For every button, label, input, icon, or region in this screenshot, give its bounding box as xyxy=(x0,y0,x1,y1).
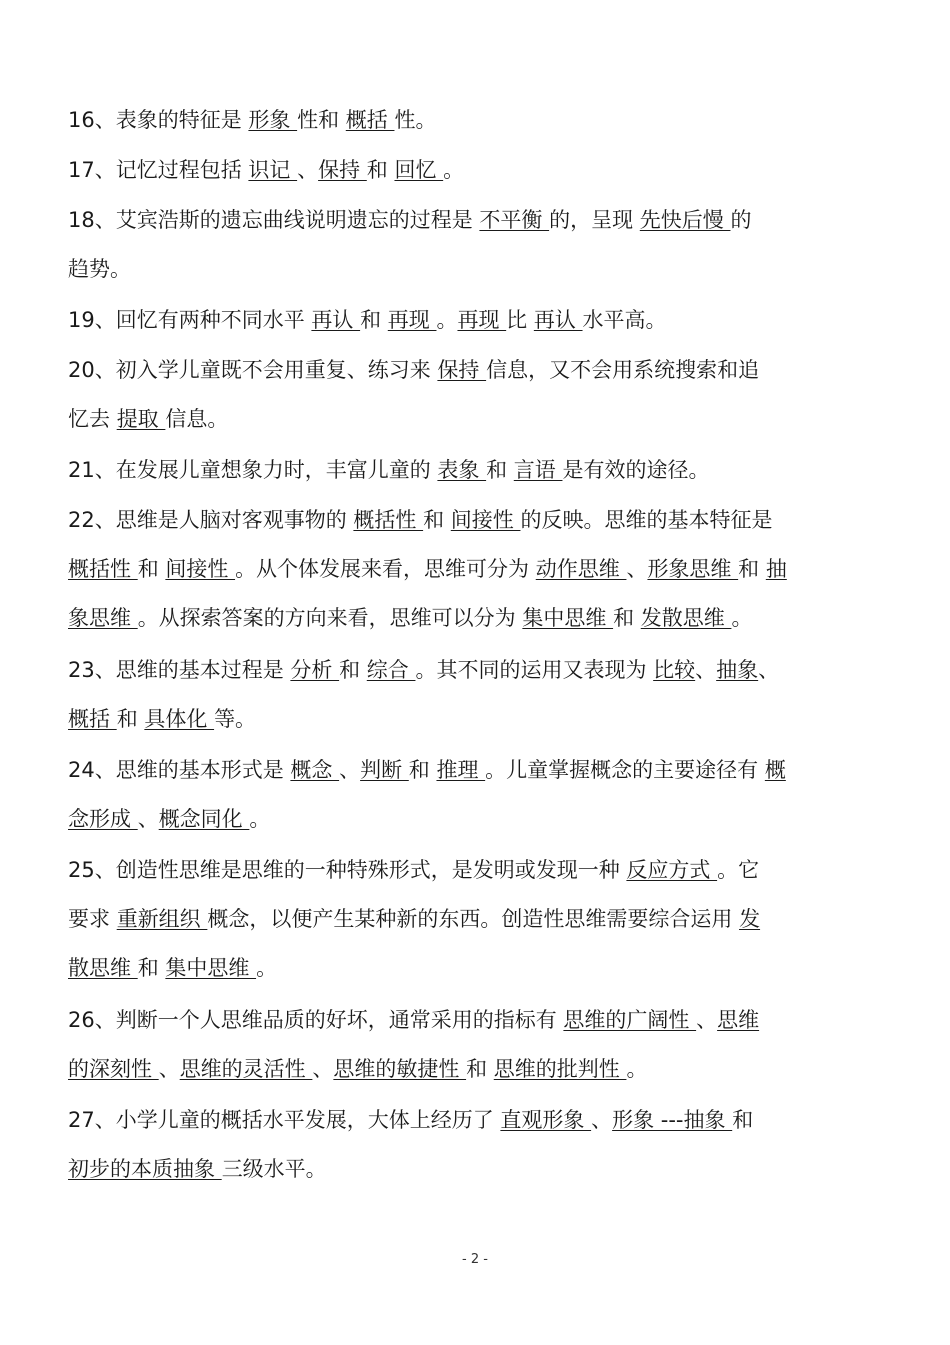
question-text: 25、创造性思维是思维的一种特殊形式，是发明或发现一种 xyxy=(68,858,627,882)
answer-text: 概括性 xyxy=(68,557,138,581)
question-text: 和 xyxy=(613,606,641,630)
answer-text: 思维 xyxy=(717,1008,760,1032)
answer-text: 概括 xyxy=(345,108,395,132)
question-text: 和 xyxy=(116,707,145,731)
answer-text: 保持 xyxy=(437,358,487,382)
answer-text: 再认 xyxy=(311,308,361,332)
question-item xyxy=(68,446,883,495)
question-item xyxy=(68,496,883,643)
answer-text: 判断 xyxy=(360,758,409,782)
question-text: 。从探索答案的方向来看，思维可以分为 xyxy=(137,606,523,630)
question-line xyxy=(68,196,883,245)
question-text: 和 xyxy=(137,557,166,581)
question-item xyxy=(68,96,883,145)
question-line xyxy=(68,446,883,495)
answer-text: 思维的敏捷性 xyxy=(333,1057,467,1081)
answer-text: 再认 xyxy=(533,308,583,332)
question-text: 等。 xyxy=(214,707,257,731)
question-text: 。 xyxy=(731,606,753,630)
answer-text: 思维的广阔性 xyxy=(563,1008,697,1032)
question-text: 、 xyxy=(626,557,648,581)
question-text: 信息，又不会用系统搜索和追 xyxy=(486,358,760,382)
answer-text: 概 xyxy=(764,758,786,782)
question-text: 和 xyxy=(486,458,514,482)
question-text: 。 xyxy=(626,1057,648,1081)
answer-text: 形象 ---抽象 xyxy=(612,1108,733,1132)
question-text: 、 xyxy=(339,758,361,782)
answer-text: 提取 xyxy=(116,407,166,431)
answer-text: 先快后慢 xyxy=(639,208,731,232)
answer-text: 综合 xyxy=(366,658,416,682)
question-text: 性。 xyxy=(394,108,437,132)
question-text: 。从个体发展来看，思维可分为 xyxy=(235,557,536,581)
question-item xyxy=(68,146,883,195)
question-text: 和 xyxy=(466,1057,494,1081)
answer-text: 再现 xyxy=(387,308,437,332)
question-text: 性和 xyxy=(297,108,346,132)
question-item xyxy=(68,746,883,844)
question-text: 和 xyxy=(360,308,388,332)
question-line xyxy=(68,1145,883,1194)
answer-text: 形象思维 xyxy=(647,557,739,581)
question-text: 的 xyxy=(730,208,752,232)
question-item xyxy=(68,846,883,993)
answer-text: 的深刻性 xyxy=(68,1057,159,1081)
answer-text: 动作思维 xyxy=(535,557,627,581)
question-line xyxy=(68,395,883,444)
question-text: 和 xyxy=(339,658,367,682)
question-text: 和 xyxy=(423,508,451,532)
answer-text: 抽象 xyxy=(716,658,759,682)
answer-text: 思维的批判性 xyxy=(493,1057,627,1081)
answer-text: 象思维 xyxy=(68,606,138,630)
answer-text: 言语 xyxy=(513,458,563,482)
question-text: 、 xyxy=(297,158,319,182)
question-text: 。其不同的运用又表现为 xyxy=(415,658,654,682)
answer-text: 再现 xyxy=(457,308,507,332)
page-number: - 2 - xyxy=(462,1252,488,1267)
question-text: 22、思维是人脑对客观事物的 xyxy=(68,508,354,532)
question-item xyxy=(68,346,883,444)
question-text: 、 xyxy=(158,1057,180,1081)
answer-text: 不平衡 xyxy=(479,208,550,232)
question-text: 16、表象的特征是 xyxy=(68,108,249,132)
answer-text: 思维的灵活性 xyxy=(179,1057,313,1081)
question-text: 18、艾宾浩斯的遗忘曲线说明遗忘的过程是 xyxy=(68,208,480,232)
answer-text: 抽 xyxy=(765,557,787,581)
answer-text: 集中思维 xyxy=(522,606,614,630)
question-text: 比 xyxy=(506,308,534,332)
question-line xyxy=(68,545,883,594)
question-text: 概念，以便产生某种新的东西。创造性思维需要综合运用 xyxy=(207,907,740,931)
question-line xyxy=(68,646,883,695)
question-text: 。 xyxy=(249,807,271,831)
answer-text: 保持 xyxy=(318,158,367,182)
question-text: 24、思维的基本形式是 xyxy=(68,758,291,782)
question-text: 26、判断一个人思维品质的好坏，通常采用的指标有 xyxy=(68,1008,564,1032)
answer-text: 发散思维 xyxy=(640,606,732,630)
question-text: 信息。 xyxy=(165,407,229,431)
question-text: 。 xyxy=(256,956,278,980)
question-text: 和 xyxy=(732,1108,754,1132)
question-text: 和 xyxy=(366,158,395,182)
answer-text: 集中思维 xyxy=(165,956,257,980)
question-text: 。它 xyxy=(717,858,760,882)
question-text: 要求 xyxy=(68,907,117,931)
question-text: 21、在发展儿童想象力时，丰富儿童的 xyxy=(68,458,438,482)
question-line xyxy=(68,695,883,744)
question-text: 、 xyxy=(137,807,159,831)
answer-text: 推理 xyxy=(436,758,486,782)
answer-text: 回忆 xyxy=(394,158,444,182)
question-line xyxy=(68,1096,883,1145)
question-text: 三级水平。 xyxy=(221,1157,327,1181)
question-line xyxy=(68,746,883,795)
question-line xyxy=(68,944,883,993)
question-line xyxy=(68,496,883,545)
answer-text: 直观形象 xyxy=(500,1108,592,1132)
answer-text: 概念 xyxy=(290,758,340,782)
question-text: 和 xyxy=(137,956,166,980)
question-text: 27、小学儿童的概括水平发展，大体上经历了 xyxy=(68,1108,501,1132)
question-text: 水平高。 xyxy=(582,308,667,332)
question-line xyxy=(68,146,883,195)
question-line xyxy=(68,795,883,844)
question-text: 、 xyxy=(591,1108,613,1132)
answer-text: 念形成 xyxy=(68,807,138,831)
question-line xyxy=(68,1045,883,1094)
answer-text: 表象 xyxy=(437,458,487,482)
question-text: 、 xyxy=(695,658,717,682)
question-text: 忆去 xyxy=(68,407,117,431)
question-line xyxy=(68,895,883,944)
question-item xyxy=(68,196,883,294)
question-item xyxy=(68,1096,883,1194)
question-text: 17、记忆过程包括 xyxy=(68,158,249,182)
answer-text: 重新组织 xyxy=(116,907,208,931)
question-text: 。 xyxy=(443,158,465,182)
question-text: 和 xyxy=(408,758,437,782)
question-text: 的反映。思维的基本特征是 xyxy=(520,508,773,532)
question-line xyxy=(68,996,883,1045)
answer-text: 反应方式 xyxy=(626,858,718,882)
question-text: 、 xyxy=(758,658,780,682)
question-text: 。 xyxy=(436,308,458,332)
question-item xyxy=(68,996,883,1094)
answer-text: 间接性 xyxy=(165,557,236,581)
answer-text: 概念同化 xyxy=(158,807,250,831)
answer-text: 识记 xyxy=(248,158,298,182)
question-text: 和 xyxy=(738,557,766,581)
answer-text: 间接性 xyxy=(450,508,521,532)
question-text: 、 xyxy=(312,1057,334,1081)
question-line xyxy=(68,346,883,395)
question-text: 趋势。 xyxy=(68,257,131,281)
answer-text: 分析 xyxy=(290,658,340,682)
question-text: 是有效的途径。 xyxy=(562,458,710,482)
question-text: 23、思维的基本过程是 xyxy=(68,658,291,682)
question-item xyxy=(68,646,883,744)
question-line xyxy=(68,96,883,145)
answer-text: 概括 xyxy=(68,707,117,731)
question-line xyxy=(68,245,883,294)
answer-text: 发 xyxy=(739,907,761,931)
question-line xyxy=(68,846,883,895)
question-text: 20、初入学儿童既不会用重复、练习来 xyxy=(68,358,438,382)
answer-text: 散思维 xyxy=(68,956,138,980)
answer-text: 初步的本质抽象 xyxy=(68,1157,222,1181)
answer-text: 概括性 xyxy=(353,508,424,532)
answer-text: 比较 xyxy=(653,658,696,682)
question-text: 。儿童掌握概念的主要途径有 xyxy=(485,758,765,782)
question-text: 的，呈现 xyxy=(549,208,640,232)
question-line xyxy=(68,594,883,643)
question-item xyxy=(68,296,883,345)
question-text: 、 xyxy=(696,1008,718,1032)
question-line xyxy=(68,296,883,345)
answer-text: 具体化 xyxy=(144,707,215,731)
answer-text: 形象 xyxy=(248,108,298,132)
question-text: 19、回忆有两种不同水平 xyxy=(68,308,312,332)
